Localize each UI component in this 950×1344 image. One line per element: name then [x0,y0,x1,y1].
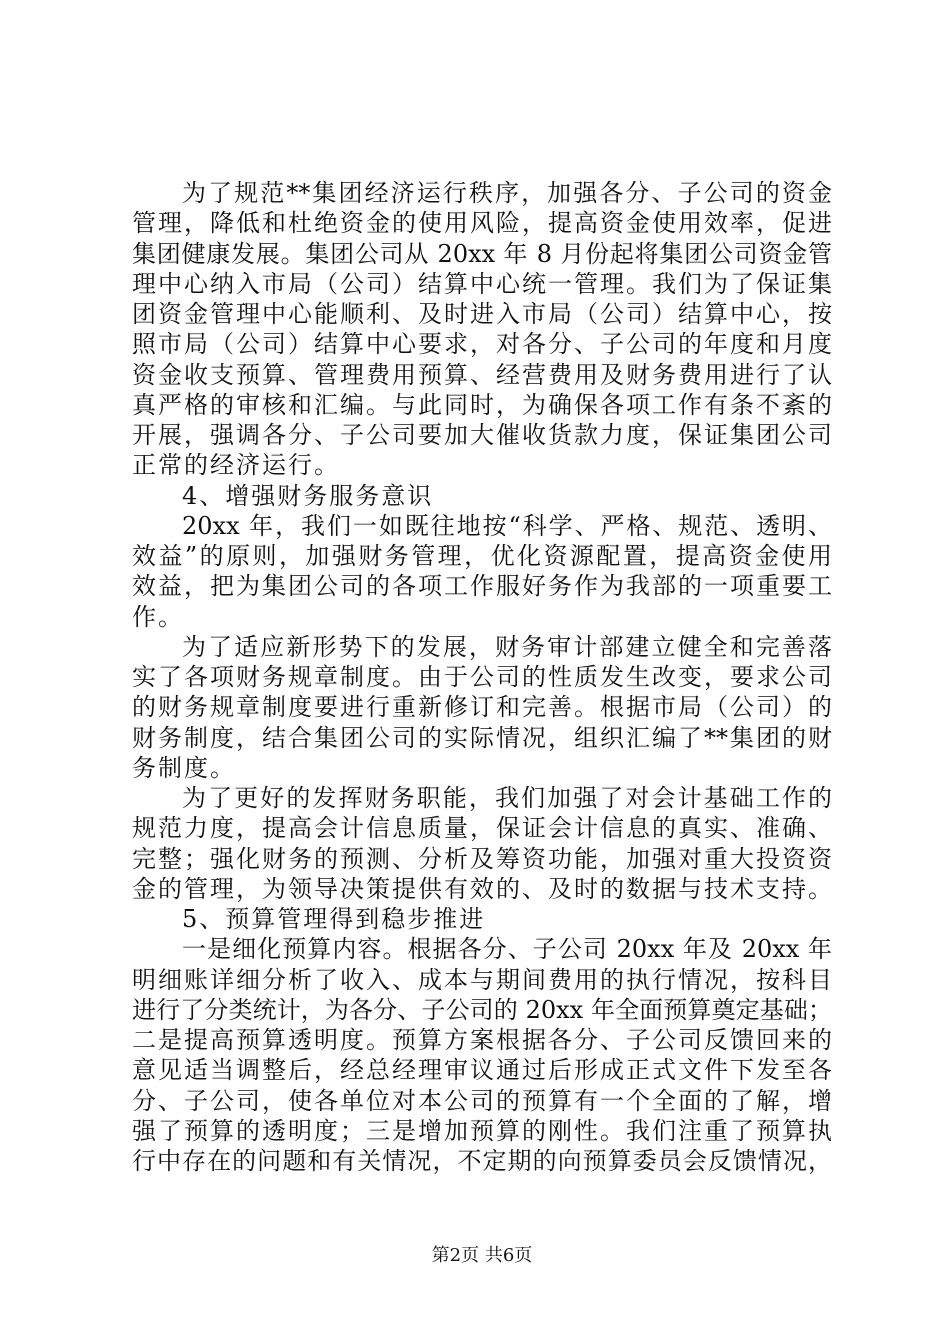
paragraph-line: 务制度。 [132,753,236,782]
paragraph-service-awareness [132,511,832,632]
paragraph-line: 正常的经济运行。 [132,451,340,480]
paragraph-line: 资金收支预算、管理费用预算、经营费用及财务费用进行了认 [132,360,832,389]
paragraph-line: 二是提高预算透明度。预算方案根据各分、子公司反馈回来的 [132,1026,832,1054]
section-heading-text: 4、增强财务服务意识 [182,481,434,510]
document-body [132,178,832,1176]
paragraph-line: 理中心纳入市局（公司）结算中心统一管理。我们为了保证集 [132,269,832,298]
paragraph-line: 效益，把为集团公司的各项工作服好务作为我部的一项重要工 [132,572,832,601]
paragraph-line: 行中存在的问题和有关情况，不定期的向预算委员会反馈情况， [132,1147,832,1175]
section-heading-text: 5、预算管理得到稳步推进 [182,905,486,933]
paragraph-line: 一是细化预算内容。根据各分、子公司 20xx 年及 20xx 年 [182,935,832,964]
paragraph-line: 作。 [132,602,184,631]
section-heading-5 [132,904,832,934]
paragraph-fund-management [132,178,832,481]
paragraph-line: 完整；强化财务的预测、分析及筹资功能，加强对重大投资资 [132,844,832,873]
paragraph-line: 意见适当调整后，经总经理审议通过后形成正式文件下发至各 [132,1056,832,1085]
paragraph-line: 进行了分类统计，为各分、子公司的 20xx 年全面预算奠定基础； [132,995,832,1024]
paragraph-line: 为了规范**集团经济运行秩序，加强各分、子公司的资金 [182,179,832,207]
paragraph-line: 集团健康发展。集团公司从 20xx 年 8 月份起将集团公司资金管 [132,239,832,268]
paragraph-financial-rules [132,632,832,783]
paragraph-line: 为了适应新形势下的发展，财务审计部建立健全和完善落 [182,632,832,661]
page-footer [132,1243,832,1269]
paragraph-line: 效益”的原则，加强财务管理，优化资源配置，提高资金使用 [132,542,832,570]
paragraph-line: 20xx 年，我们一如既往地按“科学、严格、规范、透明、 [182,511,832,540]
paragraph-line: 实了各项财务规章制度。由于公司的性质发生改变，要求公司 [132,663,832,691]
paragraph-budget-management [132,934,832,1176]
paragraph-line: 规范力度，提高会计信息质量，保证会计信息的真实、准确、 [132,814,832,843]
section-heading-4 [132,481,832,511]
paragraph-line: 管理，降低和杜绝资金的使用风险，提高资金使用效率，促进 [132,209,832,238]
page-number-indicator: 第2页 共6页 [431,1245,533,1266]
paragraph-line: 金的管理，为领导决策提供有效的、及时的数据与技术支持。 [132,874,834,903]
paragraph-line: 团资金管理中心能顺利、及时进入市局（公司）结算中心，按 [132,300,832,328]
paragraph-line: 强了预算的透明度；三是增加预算的刚性。我们注重了预算执 [132,1116,832,1145]
paragraph-line: 真严格的审核和汇编。与此同时，为确保各项工作有条不紊的 [132,390,832,419]
paragraph-line: 照市局（公司）结算中心要求，对各分、子公司的年度和月度 [132,330,832,359]
paragraph-line: 明细账详细分析了收入、成本与期间费用的执行情况，按科目 [132,965,832,994]
paragraph-line: 开展，强调各分、子公司要加大催收货款力度，保证集团公司 [132,421,832,449]
paragraph-financial-functions [132,783,832,904]
paragraph-line: 分、子公司，使各单位对本公司的预算有一个全面的了解，增 [132,1086,832,1115]
paragraph-line: 财务制度，结合集团公司的实际情况，组织汇编了**集团的财 [132,723,832,752]
paragraph-line: 为了更好的发挥财务职能，我们加强了对会计基础工作的 [182,784,832,812]
paragraph-line: 的财务规章制度要进行重新修订和完善。根据市局（公司）的 [132,693,832,722]
